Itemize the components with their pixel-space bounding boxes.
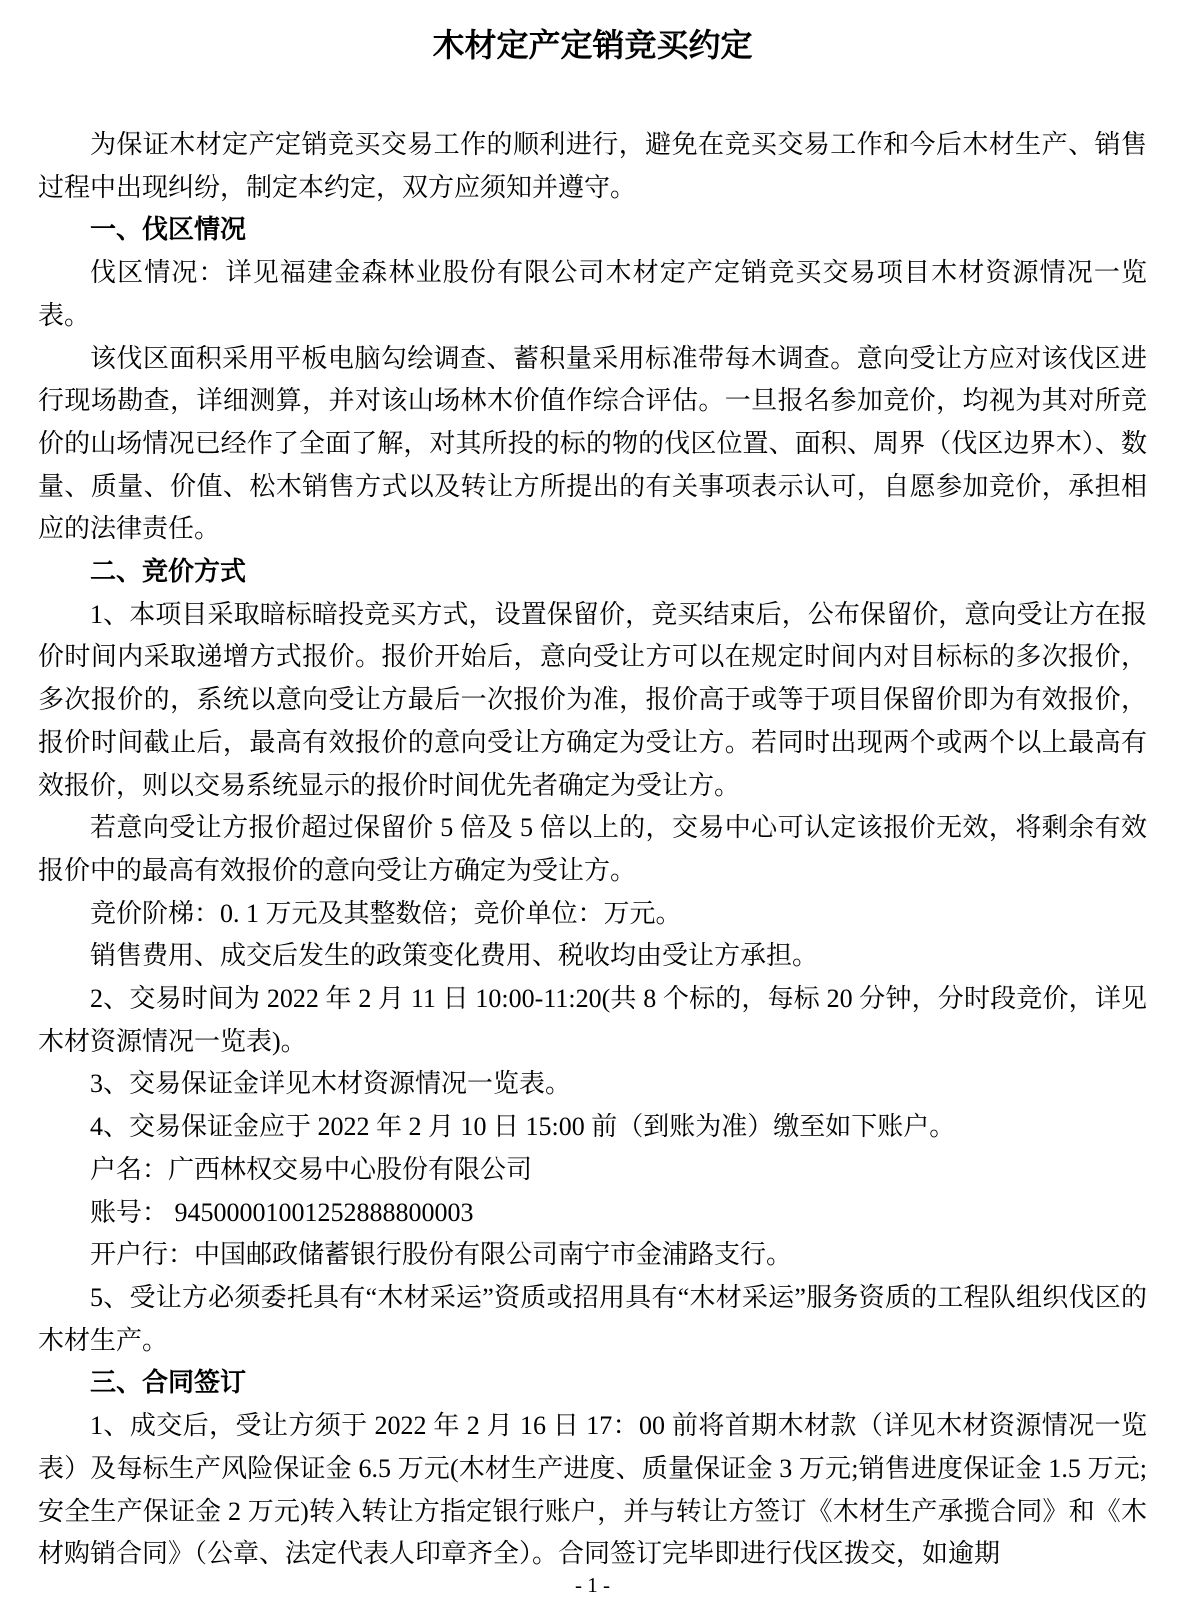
- paragraph: 销售费用、成交后发生的政策变化费用、税收均由受让方承担。: [90, 941, 819, 971]
- paragraph: 竞价阶梯：0. 1 万元及其整数倍；竞价单位：万元。: [90, 898, 682, 928]
- paragraph: 1、本项目采取暗标暗投竞买方式，设置保留价，竞买结束后，公布保留价，意向受让方在报价时间内采取递增方式报价。报价开始后，意向受让方可以在规定时间内对目标标的多次报价，多次报价的，系统以意向受让方最后一次报价为准，报价高于或等于项目保留价即为有效报价，报价时间截止后，最高有效报价的意向受让方确定为受让方。若同时出现两个或两个以上最高有效报价，则以交易系统显示的报价时间优先者确定为受让方。: [38, 599, 1147, 800]
- paragraph: 该伐区面积采用平板电脑勾绘调查、蓄积量采用标准带每木调查。意向受让方应对该伐区进行现场勘查，详细测算，并对该山场林木价值作综合评估。一旦报名参加竞价，均视为其对所竞价的山场情况已经作了全面了解，对其所投的标的物的伐区位置、面积、周界（伐区边界木）、数量、质量、价值、松木销售方式以及转让方所提出的有关事项表示认可，自愿参加竞价，承担相应的法律责任。: [38, 343, 1147, 544]
- document-body: [38, 124, 1147, 1576]
- paragraph: 若意向受让方报价超过保留价 5 倍及 5 倍以上的，交易中心可认定该报价无效，将剩余有效报价中的最高有效报价的意向受让方确定为受让方。: [38, 813, 1147, 885]
- paragraph: 2、交易时间为 2022 年 2 月 11 日 10:00-11:20(共 8 个标的，每标 20 分钟，分时段竞价，详见木材资源情况一览表)。: [38, 984, 1147, 1056]
- paragraph: 4、交易保证金应于 2022 年 2 月 10 日 15:00 前（到账为准）缴至如下账户。: [90, 1112, 956, 1142]
- page-number: - 1 -: [575, 1573, 610, 1597]
- account-number-line: 账号： 94500001001252888800003: [90, 1197, 474, 1227]
- paragraph: 为保证木材定产定销竞买交易工作的顺利进行，避免在竞买交易工作和今后木材生产、销售过程中出现纠纷，制定本约定，双方应须知并遵守。: [38, 130, 1147, 202]
- paragraph: 伐区情况：详见福建金森林业股份有限公司木材定产定销竞买交易项目木材资源情况一览表。: [38, 258, 1147, 330]
- document-title: 木材定产定销竞买约定: [432, 27, 753, 63]
- section-heading-1: 一、伐区情况: [90, 215, 247, 245]
- section-heading-3: 三、合同签订: [90, 1368, 247, 1398]
- paragraph: 1、成交后，受让方须于 2022 年 2 月 16 日 17：00 前将首期木材款（详见木材资源情况一览表）及每标生产风险保证金 6.5 万元(木材生产进度、质量保证金 3 万元;销售进度保证金 1.5 万元;安全生产保证金 2 万元)转入转让方指定银行账户，并与转让方签订《木材生产承揽合同》和《木材购销合同》（公章、法定代表人印章齐全）。合同签订完毕即进行伐区拨交，如逾期: [38, 1411, 1147, 1569]
- account-name-line: 户名：广西林权交易中心股份有限公司: [90, 1154, 533, 1184]
- section-heading-2: 二、竞价方式: [90, 557, 247, 587]
- paragraph: 5、受让方必须委托具有“木材采运”资质或招用具有“木材采运”服务资质的工程队组织伐区的木材生产。: [38, 1282, 1147, 1355]
- bank-branch-line: 开户行：中国邮政储蓄银行股份有限公司南宁市金浦路支行。: [90, 1240, 793, 1270]
- paragraph: 3、交易保证金详见木材资源情况一览表。: [90, 1069, 572, 1099]
